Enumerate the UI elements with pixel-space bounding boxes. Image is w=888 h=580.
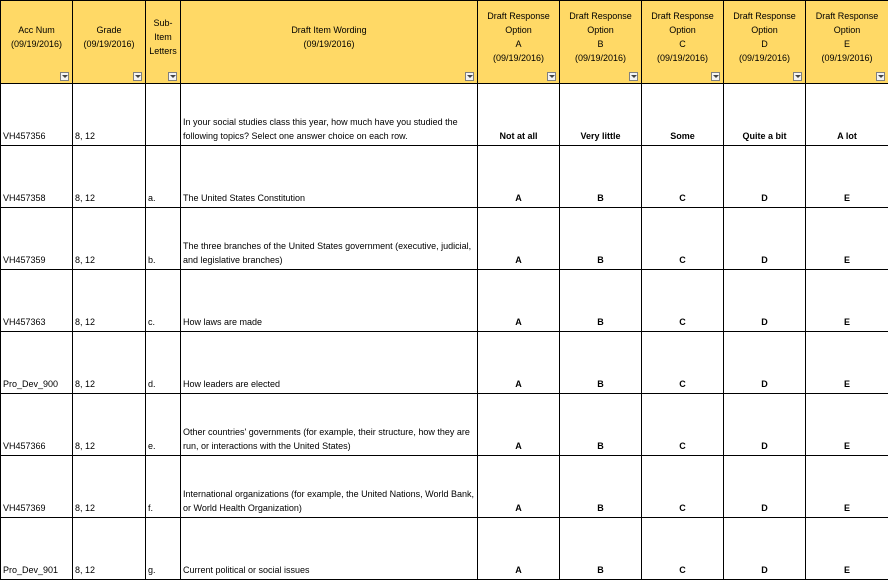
table-row xyxy=(1,270,888,332)
option-e-cell[interactable]: E xyxy=(806,518,888,580)
header-draft-item-wording: Draft Item Wording (09/19/2016) xyxy=(181,1,478,84)
header-option-c: Draft Response Option C (09/19/2016) xyxy=(642,1,724,84)
grade-cell[interactable]: 8, 12 xyxy=(73,332,146,394)
option-e-cell[interactable]: E xyxy=(806,394,888,456)
sub-item-cell[interactable]: a. xyxy=(146,146,181,208)
item-wording-cell[interactable]: The three branches of the United States government (executive, judicial, and legislative branches) xyxy=(181,208,478,270)
option-e-cell[interactable]: E xyxy=(806,146,888,208)
item-wording-cell[interactable]: The United States Constitution xyxy=(181,146,478,208)
option-a-cell[interactable]: Not at all xyxy=(478,84,560,146)
option-a-cell[interactable]: A xyxy=(478,456,560,518)
grade-cell[interactable]: 8, 12 xyxy=(73,270,146,332)
option-c-cell[interactable]: C xyxy=(642,332,724,394)
sub-item-cell[interactable]: b. xyxy=(146,208,181,270)
option-b-cell[interactable]: B xyxy=(560,456,642,518)
grade-cell[interactable]: 8, 12 xyxy=(73,84,146,146)
filter-dropdown-icon[interactable] xyxy=(133,72,142,81)
item-wording-cell[interactable]: International organizations (for example, the United Nations, World Bank, or World Health Organization) xyxy=(181,456,478,518)
option-b-cell[interactable]: Very little xyxy=(560,84,642,146)
option-e-cell[interactable]: E xyxy=(806,270,888,332)
option-d-cell[interactable]: D xyxy=(724,456,806,518)
option-a-cell[interactable]: A xyxy=(478,394,560,456)
option-c-cell[interactable]: C xyxy=(642,394,724,456)
option-c-cell[interactable]: C xyxy=(642,146,724,208)
option-b-cell[interactable]: B xyxy=(560,208,642,270)
option-d-cell[interactable]: D xyxy=(724,270,806,332)
table-row xyxy=(1,456,888,518)
option-e-cell[interactable]: E xyxy=(806,208,888,270)
item-wording-cell[interactable]: Other countries' governments (for example, their structure, how they are run, or interactions with the United States) xyxy=(181,394,478,456)
option-a-cell[interactable]: A xyxy=(478,146,560,208)
header-row xyxy=(1,1,888,84)
item-wording-cell[interactable]: How leaders are elected xyxy=(181,332,478,394)
option-e-cell[interactable]: E xyxy=(806,332,888,394)
option-c-cell[interactable]: C xyxy=(642,270,724,332)
grade-cell[interactable]: 8, 12 xyxy=(73,146,146,208)
item-wording-cell[interactable]: In your social studies class this year, how much have you studied the following topics? Select one answer choice on each row. xyxy=(181,84,478,146)
acc-num-cell[interactable]: VH457359 xyxy=(1,208,73,270)
option-a-cell[interactable]: A xyxy=(478,208,560,270)
header-option-d: Draft Response Option D (09/19/2016) xyxy=(724,1,806,84)
header-sub-item-letters: Sub- Item Letters xyxy=(146,1,181,84)
option-e-cell[interactable]: A lot xyxy=(806,84,888,146)
filter-dropdown-icon[interactable] xyxy=(876,72,885,81)
acc-num-cell[interactable]: VH457366 xyxy=(1,394,73,456)
option-c-cell[interactable]: Some xyxy=(642,84,724,146)
option-d-cell[interactable]: D xyxy=(724,394,806,456)
acc-num-cell[interactable]: Pro_Dev_900 xyxy=(1,332,73,394)
header-option-a: Draft Response Option A (09/19/2016) xyxy=(478,1,560,84)
option-d-cell[interactable]: D xyxy=(724,332,806,394)
grade-cell[interactable]: 8, 12 xyxy=(73,456,146,518)
sub-item-cell[interactable]: f. xyxy=(146,456,181,518)
filter-dropdown-icon[interactable] xyxy=(168,72,177,81)
filter-dropdown-icon[interactable] xyxy=(711,72,720,81)
acc-num-cell[interactable]: VH457363 xyxy=(1,270,73,332)
sub-item-cell[interactable]: d. xyxy=(146,332,181,394)
option-c-cell[interactable]: C xyxy=(642,456,724,518)
option-a-cell[interactable]: A xyxy=(478,270,560,332)
table-row xyxy=(1,84,888,146)
filter-dropdown-icon[interactable] xyxy=(547,72,556,81)
acc-num-cell[interactable]: VH457356 xyxy=(1,84,73,146)
table-row xyxy=(1,146,888,208)
option-a-cell[interactable]: A xyxy=(478,518,560,580)
option-e-cell[interactable]: E xyxy=(806,456,888,518)
acc-num-cell[interactable]: Pro_Dev_901 xyxy=(1,518,73,580)
option-d-cell[interactable]: D xyxy=(724,146,806,208)
option-b-cell[interactable]: B xyxy=(560,146,642,208)
option-b-cell[interactable]: B xyxy=(560,332,642,394)
acc-num-cell[interactable]: VH457369 xyxy=(1,456,73,518)
grade-cell[interactable]: 8, 12 xyxy=(73,394,146,456)
option-a-cell[interactable]: A xyxy=(478,332,560,394)
table-row xyxy=(1,208,888,270)
sub-item-cell[interactable]: e. xyxy=(146,394,181,456)
table-row xyxy=(1,518,888,580)
acc-num-cell[interactable]: VH457358 xyxy=(1,146,73,208)
header-option-b: Draft Response Option B (09/19/2016) xyxy=(560,1,642,84)
header-grade: Grade (09/19/2016) xyxy=(73,1,146,84)
option-c-cell[interactable]: C xyxy=(642,518,724,580)
option-d-cell[interactable]: D xyxy=(724,208,806,270)
header-acc-num: Acc Num (09/19/2016) xyxy=(1,1,73,84)
table-row xyxy=(1,394,888,456)
filter-dropdown-icon[interactable] xyxy=(629,72,638,81)
sub-item-cell[interactable]: c. xyxy=(146,270,181,332)
item-wording-cell[interactable]: How laws are made xyxy=(181,270,478,332)
grade-cell[interactable]: 8, 12 xyxy=(73,518,146,580)
filter-dropdown-icon[interactable] xyxy=(793,72,802,81)
option-b-cell[interactable]: B xyxy=(560,394,642,456)
option-d-cell[interactable]: Quite a bit xyxy=(724,84,806,146)
header-option-e: Draft Response Option E (09/19/2016) xyxy=(806,1,888,84)
option-b-cell[interactable]: B xyxy=(560,270,642,332)
table-row xyxy=(1,332,888,394)
item-wording-cell[interactable]: Current political or social issues xyxy=(181,518,478,580)
sub-item-cell[interactable]: g. xyxy=(146,518,181,580)
option-b-cell[interactable]: B xyxy=(560,518,642,580)
option-c-cell[interactable]: C xyxy=(642,208,724,270)
grade-cell[interactable]: 8, 12 xyxy=(73,208,146,270)
filter-dropdown-icon[interactable] xyxy=(465,72,474,81)
filter-dropdown-icon[interactable] xyxy=(60,72,69,81)
sub-item-cell[interactable] xyxy=(146,84,181,146)
option-d-cell[interactable]: D xyxy=(724,518,806,580)
